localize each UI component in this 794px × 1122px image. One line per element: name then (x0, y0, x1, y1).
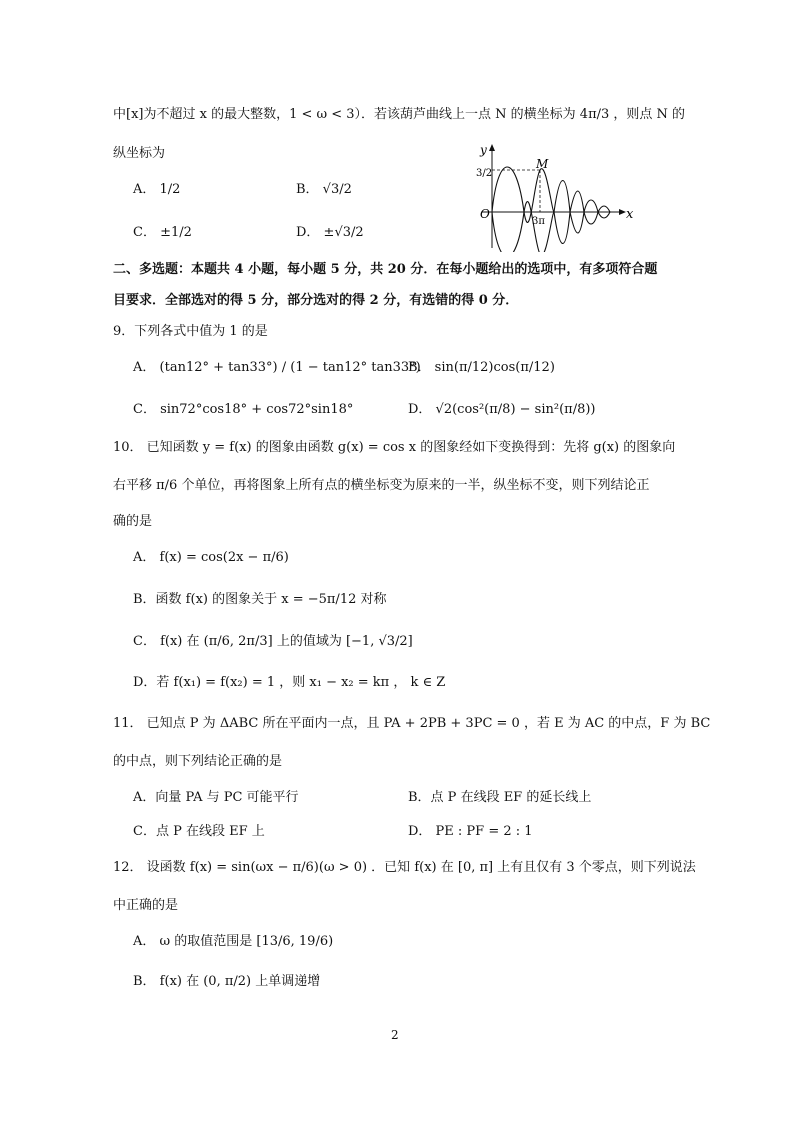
q10-option-d: D．若 f(x₁) = f(x₂) = 1 ，则 x₁ − x₂ = kπ ， k ∈ Z (133, 675, 446, 690)
q8-option-d: D． ±√3/2 (296, 225, 364, 240)
q9-option-b: B． sin(π/12)cos(π/12) (408, 360, 555, 375)
q11-option-c: C．点 P 在线段 EF 上 (133, 824, 265, 839)
q12-option-b: B． f(x) 在 (0, π/2) 上单调递增 (133, 974, 321, 989)
gourd-curve-graph (470, 140, 640, 252)
q10-option-b: B．函数 f(x) 的图象关于 x = −5π/12 对称 (133, 592, 387, 607)
q9-option-c: C． sin72°cos18° + cos72°sin18° (133, 402, 354, 417)
q8-stem-line2: 纵坐标为 (113, 146, 166, 161)
curve-upper (492, 167, 610, 222)
q9-stem: 9．下列各式中值为 1 的是 (113, 324, 268, 339)
curve-lower (492, 202, 610, 252)
origin-label: O (480, 207, 490, 221)
q10-stem-line1: 10． 已知函数 y = f(x) 的图象由函数 g(x) = cos x 的图象经如下变换得到：先将 g(x) 的图象向 (113, 440, 676, 455)
q8-option-b: B． √3/2 (296, 182, 352, 197)
q9-option-a: A． (tan12° + tan33°) / (1 − tan12° tan33°) (133, 360, 421, 375)
q8-stem-line1: 中[x]为不超过 x 的最大整数，1 < ω < 3）．若该葫芦曲线上一点 N 的横坐标为 4π/3 ，则点 N 的 (113, 107, 686, 122)
page-number: 2 (391, 1028, 399, 1042)
q10-stem-line3: 确的是 (113, 514, 153, 529)
section2-heading-line1: 二、多选题：本题共 4 小题，每小题 5 分，共 20 分．在每小题给出的选项中，有多项符合题 (113, 262, 658, 277)
q9-option-d: D． √2(cos²(π/8) − sin²(π/8)) (408, 402, 596, 417)
q11-stem-line2: 的中点，则下列结论正确的是 (113, 754, 283, 769)
y-axis-arrow (489, 144, 495, 151)
y-axis-label: y (480, 143, 487, 157)
q12-stem-line2: 中正确的是 (113, 898, 179, 913)
section2-heading-line2: 目要求．全部选对的得 5 分，部分选对的得 2 分，有选错的得 0 分． (113, 293, 519, 308)
x-axis-arrow (619, 209, 626, 215)
point-m-label: M (536, 157, 549, 171)
q11-option-b: B．点 P 在线段 EF 的延长线上 (408, 790, 592, 805)
y-tick-label: 3/2 (476, 168, 493, 179)
q8-option-c: C． ±1/2 (133, 225, 192, 240)
q11-option-d: D． PE : PF = 2 : 1 (408, 824, 533, 839)
q11-stem-line1: 11． 已知点 P 为 ΔABC 所在平面内一点，且 PA + 2PB + 3PC = 0 ，若 E 为 AC 的中点，F 为 BC (113, 716, 711, 731)
x-tick-label: 3π (532, 216, 545, 227)
q11-option-a: A．向量 PA 与 PC 可能平行 (133, 790, 299, 805)
x-axis-label: x (626, 207, 634, 222)
q10-option-c: C． f(x) 在 (π/6, 2π/3] 上的值域为 [−1, √3/2] (133, 634, 413, 649)
q10-stem-line2: 右平移 π/6 个单位，再将图象上所有点的横坐标变为原来的一半，纵坐标不变，则下列结论正 (113, 478, 650, 493)
q12-option-a: A． ω 的取值范围是 [13/6, 19/6) (133, 934, 334, 949)
q10-option-a: A． f(x) = cos(2x − π/6) (133, 550, 289, 565)
q8-option-a: A． 1/2 (133, 182, 181, 197)
q12-stem-line1: 12． 设函数 f(x) = sin(ωx − π/6)(ω > 0) ．已知 f(x) 在 [0, π] 上有且仅有 3 个零点，则下列说法 (113, 860, 696, 875)
